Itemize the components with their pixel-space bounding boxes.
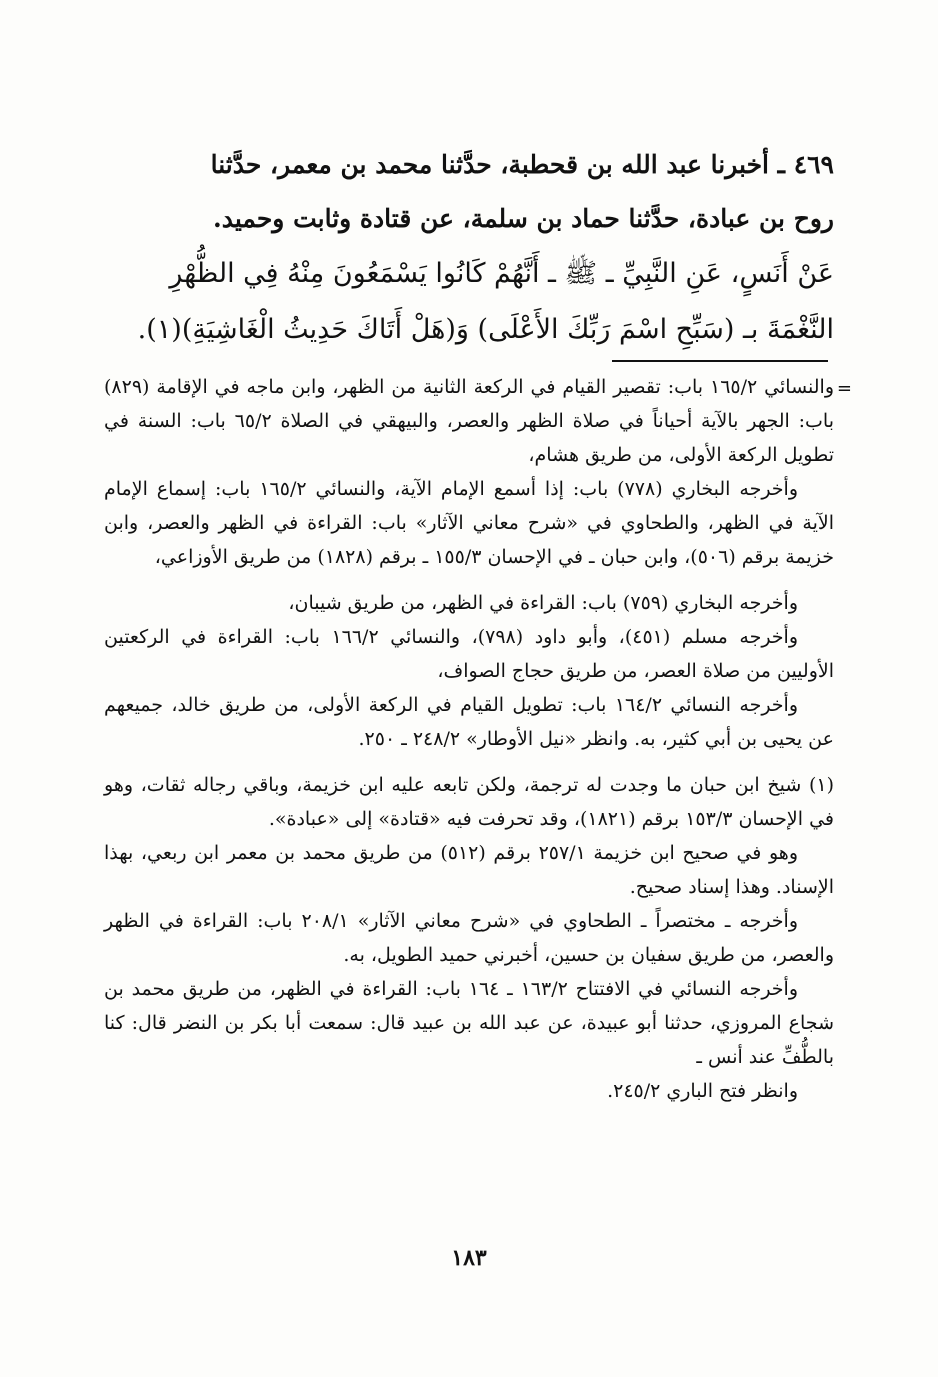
isnad-line-1: ٤٦٩ ـ أخبرنا عبد الله بن قحطبة، حدَّثنا محمد بن معمر، حدَّثنا xyxy=(210,150,834,179)
footnotes-block xyxy=(104,370,834,1108)
note-paragraph: وأخرجه البخاري (٧٧٨) باب: إذا أسمع الإمام الآية، والنسائي ١٦٥/٢ باب: إسماع الإمام الآية في الظهر، والطحاوي في «شرح معاني الآثار» باب: القراءة في الظهر والعصر، وابن خزيمة برقم (٥٠٦)، وابن حبان ـ في الإحسان ١٥٥/٣ ـ برقم (١٨٢٨) من طريق الأوزاعي، xyxy=(104,478,834,568)
footnote-paragraph: وانظر فتح الباري ٢٤٥/٢. xyxy=(607,1080,798,1102)
footnote-paragraph: وأخرجه النسائي في الافتتاح ١٦٣/٢ ـ ١٦٤ باب: القراءة في الظهر، من طريق محمد بن شجاع المروزي، حدثنا أبو عبيدة، عن عبد الله بن عبيد قال: سمعت أبا بكر بن النضر قال: كنا بالطُّفِّ عند أنس ـ xyxy=(104,978,834,1068)
page-number: ١٨٣ xyxy=(451,1245,487,1271)
footnote-marker: (١) xyxy=(808,774,834,796)
note-paragraph: والنسائي ١٦٥/٢ باب: تقصير القيام في الركعة الثانية من الظهر، وابن ماجه في الإقامة (٨٢٩) باب: الجهر بالآية أحياناً في صلاة الظهر والعصر، والبيهقي في الصلاة ٦٥/٢ باب: السنة في تطويل الركعة الأولى، من طريق هشام، xyxy=(104,376,835,466)
note-paragraph: وأخرجه مسلم (٤٥١)، وأبو داود (٧٩٨)، والنسائي ١٦٦/٢ باب: القراءة في الركعتين الأوليين من صلاة العصر، من طريق حجاج الصواف، xyxy=(104,626,834,682)
footnote-paragraph: وهو في صحيح ابن خزيمة ٢٥٧/١ برقم (٥١٢) من طريق محمد بن معمر ابن ربعي، بهذا الإسناد. وهذا إسناد صحيح. xyxy=(104,842,834,898)
hadith-block xyxy=(94,138,834,358)
isnad-line-2: روح بن عبادة، حدَّثنا حماد بن سلمة، عن قتادة وثابت وحميد. xyxy=(213,204,834,233)
footnote-separator xyxy=(612,360,828,362)
footnote-text: شيخ ابن حبان ما وجدت له ترجمة، ولكن تابعه عليه ابن خزيمة، وباقي رجاله ثقات، وهو في الإحسان ١٥٣/٣ برقم (١٨٢١)، وقد تحرفت فيه «قتادة» إلى «عبادة». xyxy=(104,774,834,830)
matn-line-2: النَّغْمَةَ بـ (سَبِّحِ اسْمَ رَبِّكَ الأَعْلَى) وَ(هَلْ أَتَاكَ حَدِيثُ الْغَاشِيَةِ)(١). xyxy=(137,314,834,345)
footnote-1 xyxy=(104,768,834,836)
note-paragraph: وأخرجه النسائي ١٦٤/٢ باب: تطويل القيام في الركعة الأولى، من طريق خالد، جميعهم عن يحيى بن أبي كثير، به. وانظر «نيل الأوطار» ٢٤٨/٢ ـ ٢٥٠. xyxy=(104,694,834,750)
matn-line-1: عَنْ أَنَسٍ، عَنِ النَّبِيِّ ـ ﷺ ـ أَنَّهُمْ كَانُوا يَسْمَعُونَ مِنْهُ فِي الظُّهْرِ xyxy=(169,258,834,289)
footnote-paragraph: وأخرجه ـ مختصراً ـ الطحاوي في «شرح معاني الآثار» ٢٠٨/١ باب: القراءة في الظهر والعصر، من طريق سفيان بن حسين، أخبرني حميد الطويل، به. xyxy=(104,910,834,966)
continuation-mark: = xyxy=(836,378,852,399)
note-paragraph: وأخرجه البخاري (٧٥٩) باب: القراءة في الظهر، من طريق شيبان، xyxy=(288,592,798,614)
